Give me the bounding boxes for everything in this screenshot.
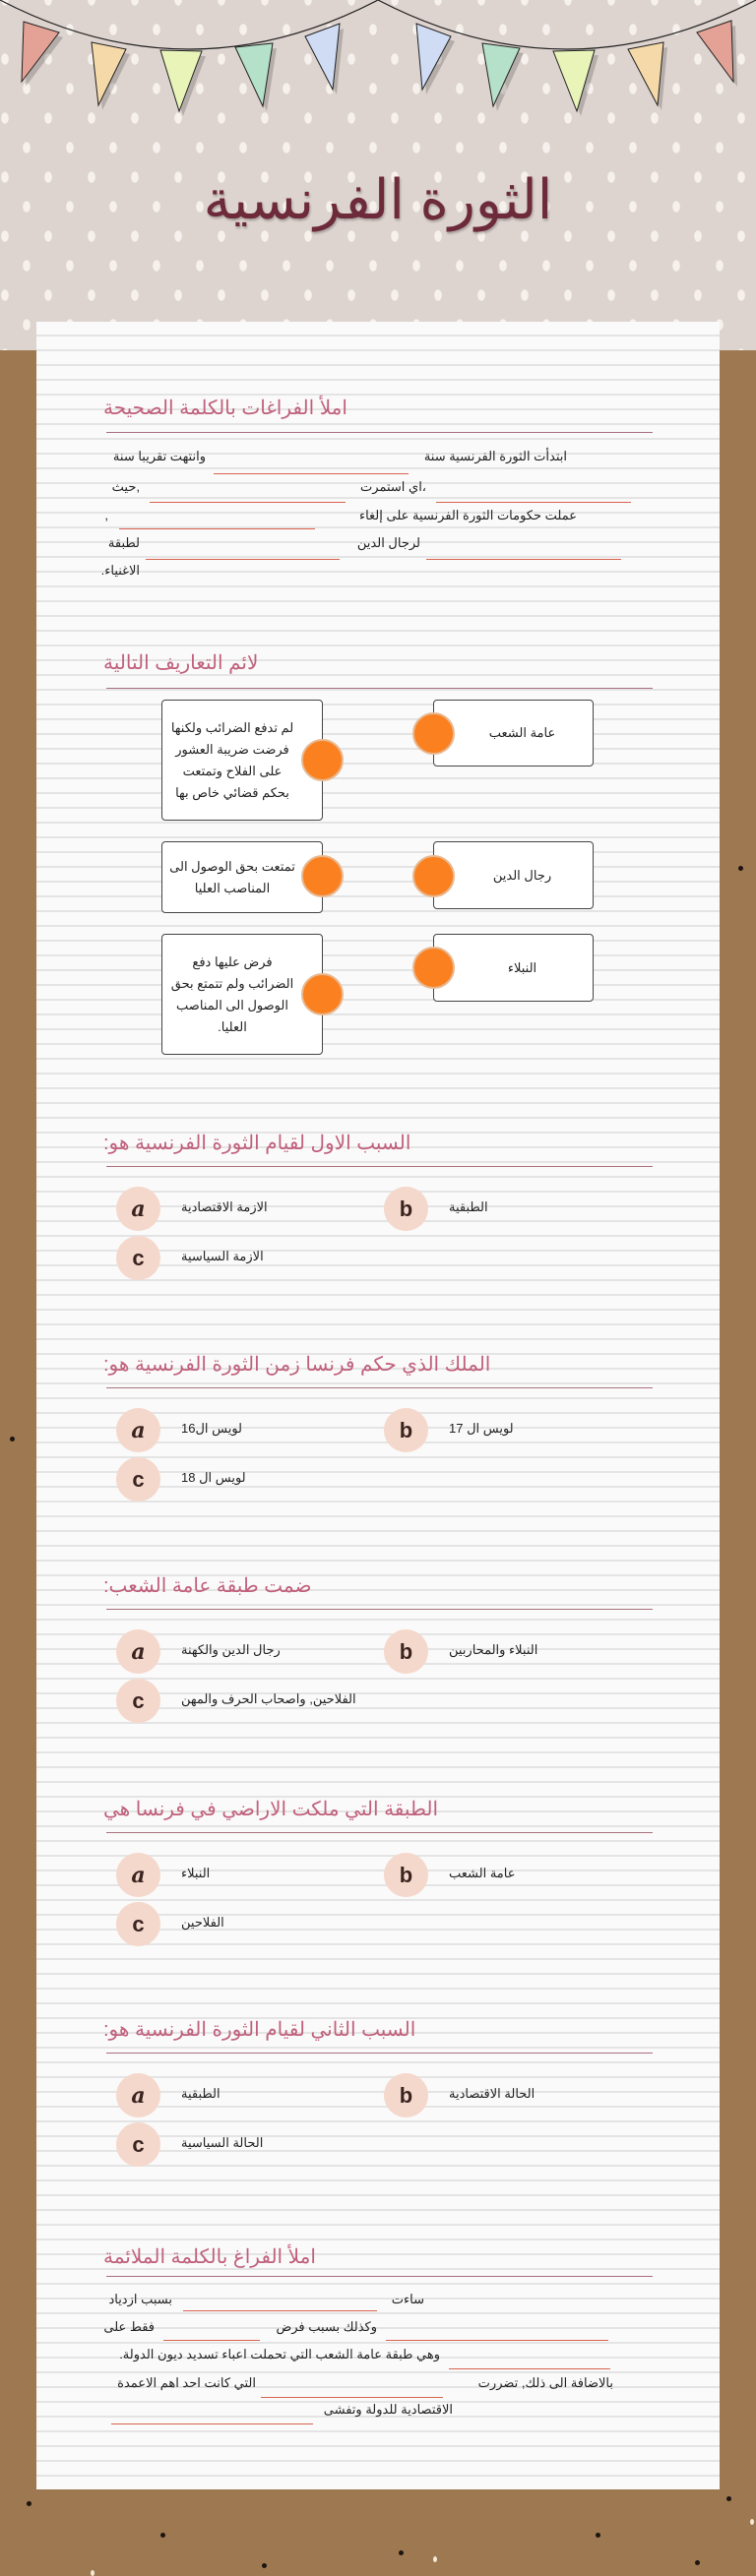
section-divider bbox=[106, 432, 653, 433]
option-c-badge[interactable]: c bbox=[116, 1679, 160, 1723]
background-dot bbox=[726, 2496, 731, 2501]
option-b-text[interactable]: الحالة الاقتصادية bbox=[449, 2086, 536, 2101]
sentence-text: وكذلك بسبب فرض bbox=[276, 2319, 377, 2334]
match-definition-box[interactable]: لم تدفع الضرائب ولكنها فرضت ضريبة العشور على الفلاح وتمتعت بحكم قضائي خاص بها bbox=[161, 700, 323, 821]
option-a-badge[interactable]: a bbox=[116, 2073, 160, 2117]
option-b-badge[interactable]: b bbox=[384, 2073, 428, 2117]
option-c-badge[interactable]: c bbox=[116, 1457, 160, 1502]
match-connector-handle[interactable] bbox=[301, 739, 344, 781]
sentence-text: ،اي استمرت bbox=[360, 479, 426, 494]
match-connector-handle[interactable] bbox=[301, 855, 344, 897]
background-dot bbox=[27, 2501, 32, 2506]
question-title: الملك الذي حكم فرنسا زمن الثورة الفرنسية هو: bbox=[103, 1354, 491, 1376]
match-definition-box[interactable]: تمتعت بحق الوصول الى المناصب العليا bbox=[161, 841, 323, 913]
background-dot bbox=[160, 2533, 165, 2538]
option-b-text[interactable]: النبلاء والمحاربين bbox=[449, 1642, 538, 1657]
blank-field[interactable] bbox=[214, 473, 409, 474]
option-a-text[interactable]: الطبقية bbox=[181, 2086, 220, 2101]
sentence-text: التي كانت احد اهم الاعمدة bbox=[117, 2375, 256, 2390]
background-dot bbox=[750, 2519, 754, 2525]
option-c-badge[interactable]: c bbox=[116, 2122, 160, 2167]
option-a-text[interactable]: النبلاء bbox=[181, 1866, 211, 1880]
section-divider bbox=[106, 1832, 653, 1833]
section-divider bbox=[106, 2053, 653, 2054]
match-connector-handle[interactable] bbox=[301, 973, 344, 1015]
section-heading: لائم التعاريف التالية bbox=[103, 652, 259, 674]
option-c-text[interactable]: لويس ال 18 bbox=[181, 1470, 246, 1485]
match-connector-handle[interactable] bbox=[412, 855, 455, 897]
option-b-badge[interactable]: b bbox=[384, 1187, 428, 1231]
sentence-text: فقط على bbox=[103, 2319, 155, 2334]
match-connector-handle[interactable] bbox=[412, 712, 455, 755]
background-dot bbox=[738, 866, 743, 871]
option-b-badge[interactable]: b bbox=[384, 1853, 428, 1897]
blank-field[interactable] bbox=[163, 2340, 260, 2341]
option-c-text[interactable]: الحالة السياسية bbox=[181, 2135, 264, 2150]
sentence-text: ساءت bbox=[391, 2292, 424, 2306]
option-b-text[interactable]: الطبقية bbox=[449, 1199, 488, 1214]
section-divider bbox=[106, 1166, 653, 1167]
option-c-badge[interactable]: c bbox=[116, 1902, 160, 1946]
section-divider bbox=[106, 1609, 653, 1610]
blank-field[interactable] bbox=[426, 559, 621, 560]
sentence-text: ابتدأت الثورة الفرنسية سنة bbox=[423, 449, 567, 463]
blank-field[interactable] bbox=[386, 2340, 608, 2341]
background-dot bbox=[91, 2570, 94, 2576]
bunting-flag bbox=[628, 42, 663, 105]
section-heading: املأ الفراغات بالكلمة الصحيحة bbox=[103, 398, 347, 419]
option-a-text[interactable]: لويس ال16 bbox=[181, 1421, 243, 1436]
sentence-text: , bbox=[104, 508, 108, 522]
option-a-badge[interactable]: a bbox=[116, 1629, 160, 1674]
sentence-text: عملت حكومات الثورة الفرنسية على إلغاء bbox=[358, 508, 577, 522]
blank-field[interactable] bbox=[150, 502, 346, 503]
blank-field[interactable] bbox=[261, 2397, 443, 2398]
blank-field[interactable] bbox=[183, 2310, 377, 2311]
blank-field[interactable] bbox=[119, 528, 315, 529]
option-b-badge[interactable]: b bbox=[384, 1408, 428, 1452]
header-banner bbox=[0, 0, 756, 350]
page-title: الثورة الفرنسية bbox=[203, 168, 553, 230]
bunting-flag bbox=[22, 22, 59, 82]
question-title: ضمت طبقة عامة الشعب: bbox=[103, 1575, 312, 1597]
sentence-text: بسبب ازدياد bbox=[108, 2292, 172, 2306]
question-title: السبب الثاني لقيام الثورة الفرنسية هو: bbox=[103, 2019, 416, 2041]
option-b-text[interactable]: عامة الشعب bbox=[449, 1866, 516, 1880]
option-a-badge[interactable]: a bbox=[116, 1408, 160, 1452]
sentence-text: بالاضافة الى ذلك, تضررت bbox=[477, 2375, 613, 2390]
background-dot bbox=[433, 2556, 437, 2562]
option-a-badge[interactable]: a bbox=[116, 1187, 160, 1231]
match-term-box[interactable]: النبلاء bbox=[433, 934, 594, 1002]
question-title: السبب الاول لقيام الثورة الفرنسية هو: bbox=[103, 1133, 411, 1154]
blank-field[interactable] bbox=[449, 2368, 610, 2369]
bunting-string bbox=[0, 0, 756, 49]
background-dot bbox=[262, 2563, 267, 2568]
bunting-flag bbox=[697, 21, 733, 82]
section-divider bbox=[106, 1387, 653, 1388]
blank-field[interactable] bbox=[436, 502, 631, 503]
sentence-text: الاقتصادية للدولة وتفشى bbox=[323, 2402, 453, 2417]
option-a-badge[interactable]: a bbox=[116, 1853, 160, 1897]
background-dot bbox=[596, 2533, 600, 2538]
sentence-text: لرجال الدين bbox=[356, 535, 420, 550]
option-c-text[interactable]: الفلاحين bbox=[181, 1915, 224, 1930]
background-dot bbox=[695, 2560, 700, 2565]
blank-field[interactable] bbox=[111, 2423, 313, 2424]
background-dot bbox=[10, 1437, 15, 1441]
match-definition-box[interactable]: فرض عليها دفع الضرائب ولم تتمتع بحق الوصول الى المناصب العليا. bbox=[161, 934, 323, 1055]
option-a-text[interactable]: رجال الدين والكهنة bbox=[181, 1642, 281, 1657]
sentence-text: وهي طبقة عامة الشعب التي تحملت اعباء تسديد ديون الدولة. bbox=[119, 2347, 440, 2361]
question-title: الطبقة التي ملكت الاراضي في فرنسا هي bbox=[103, 1799, 439, 1820]
section-heading: املأ الفراغ بالكلمة الملائمة bbox=[103, 2246, 316, 2268]
option-a-text[interactable]: الازمة الاقتصادية bbox=[181, 1199, 268, 1214]
section-divider bbox=[106, 2276, 653, 2277]
match-term-box[interactable]: رجال الدين bbox=[433, 841, 594, 909]
option-b-badge[interactable]: b bbox=[384, 1629, 428, 1674]
option-c-badge[interactable]: c bbox=[116, 1236, 160, 1280]
sentence-text: ,حيث bbox=[111, 479, 140, 494]
option-c-text[interactable]: الازمة السياسية bbox=[181, 1249, 264, 1263]
section-divider bbox=[106, 688, 653, 689]
match-term-box[interactable]: عامة الشعب bbox=[433, 700, 594, 767]
match-connector-handle[interactable] bbox=[412, 947, 455, 989]
bunting-decoration bbox=[0, 0, 756, 128]
sentence-text: وانتهت تقريبا سنة bbox=[112, 449, 206, 463]
background-dot bbox=[399, 2550, 404, 2555]
option-b-text[interactable]: لويس ال 17 bbox=[449, 1421, 514, 1436]
blank-field[interactable] bbox=[146, 559, 340, 560]
option-c-text[interactable]: الفلاحين, واصحاب الحرف والمهن bbox=[181, 1691, 356, 1706]
sentence-text: الاغنياء. bbox=[100, 563, 140, 578]
sentence-text: لطبقة bbox=[107, 535, 140, 550]
